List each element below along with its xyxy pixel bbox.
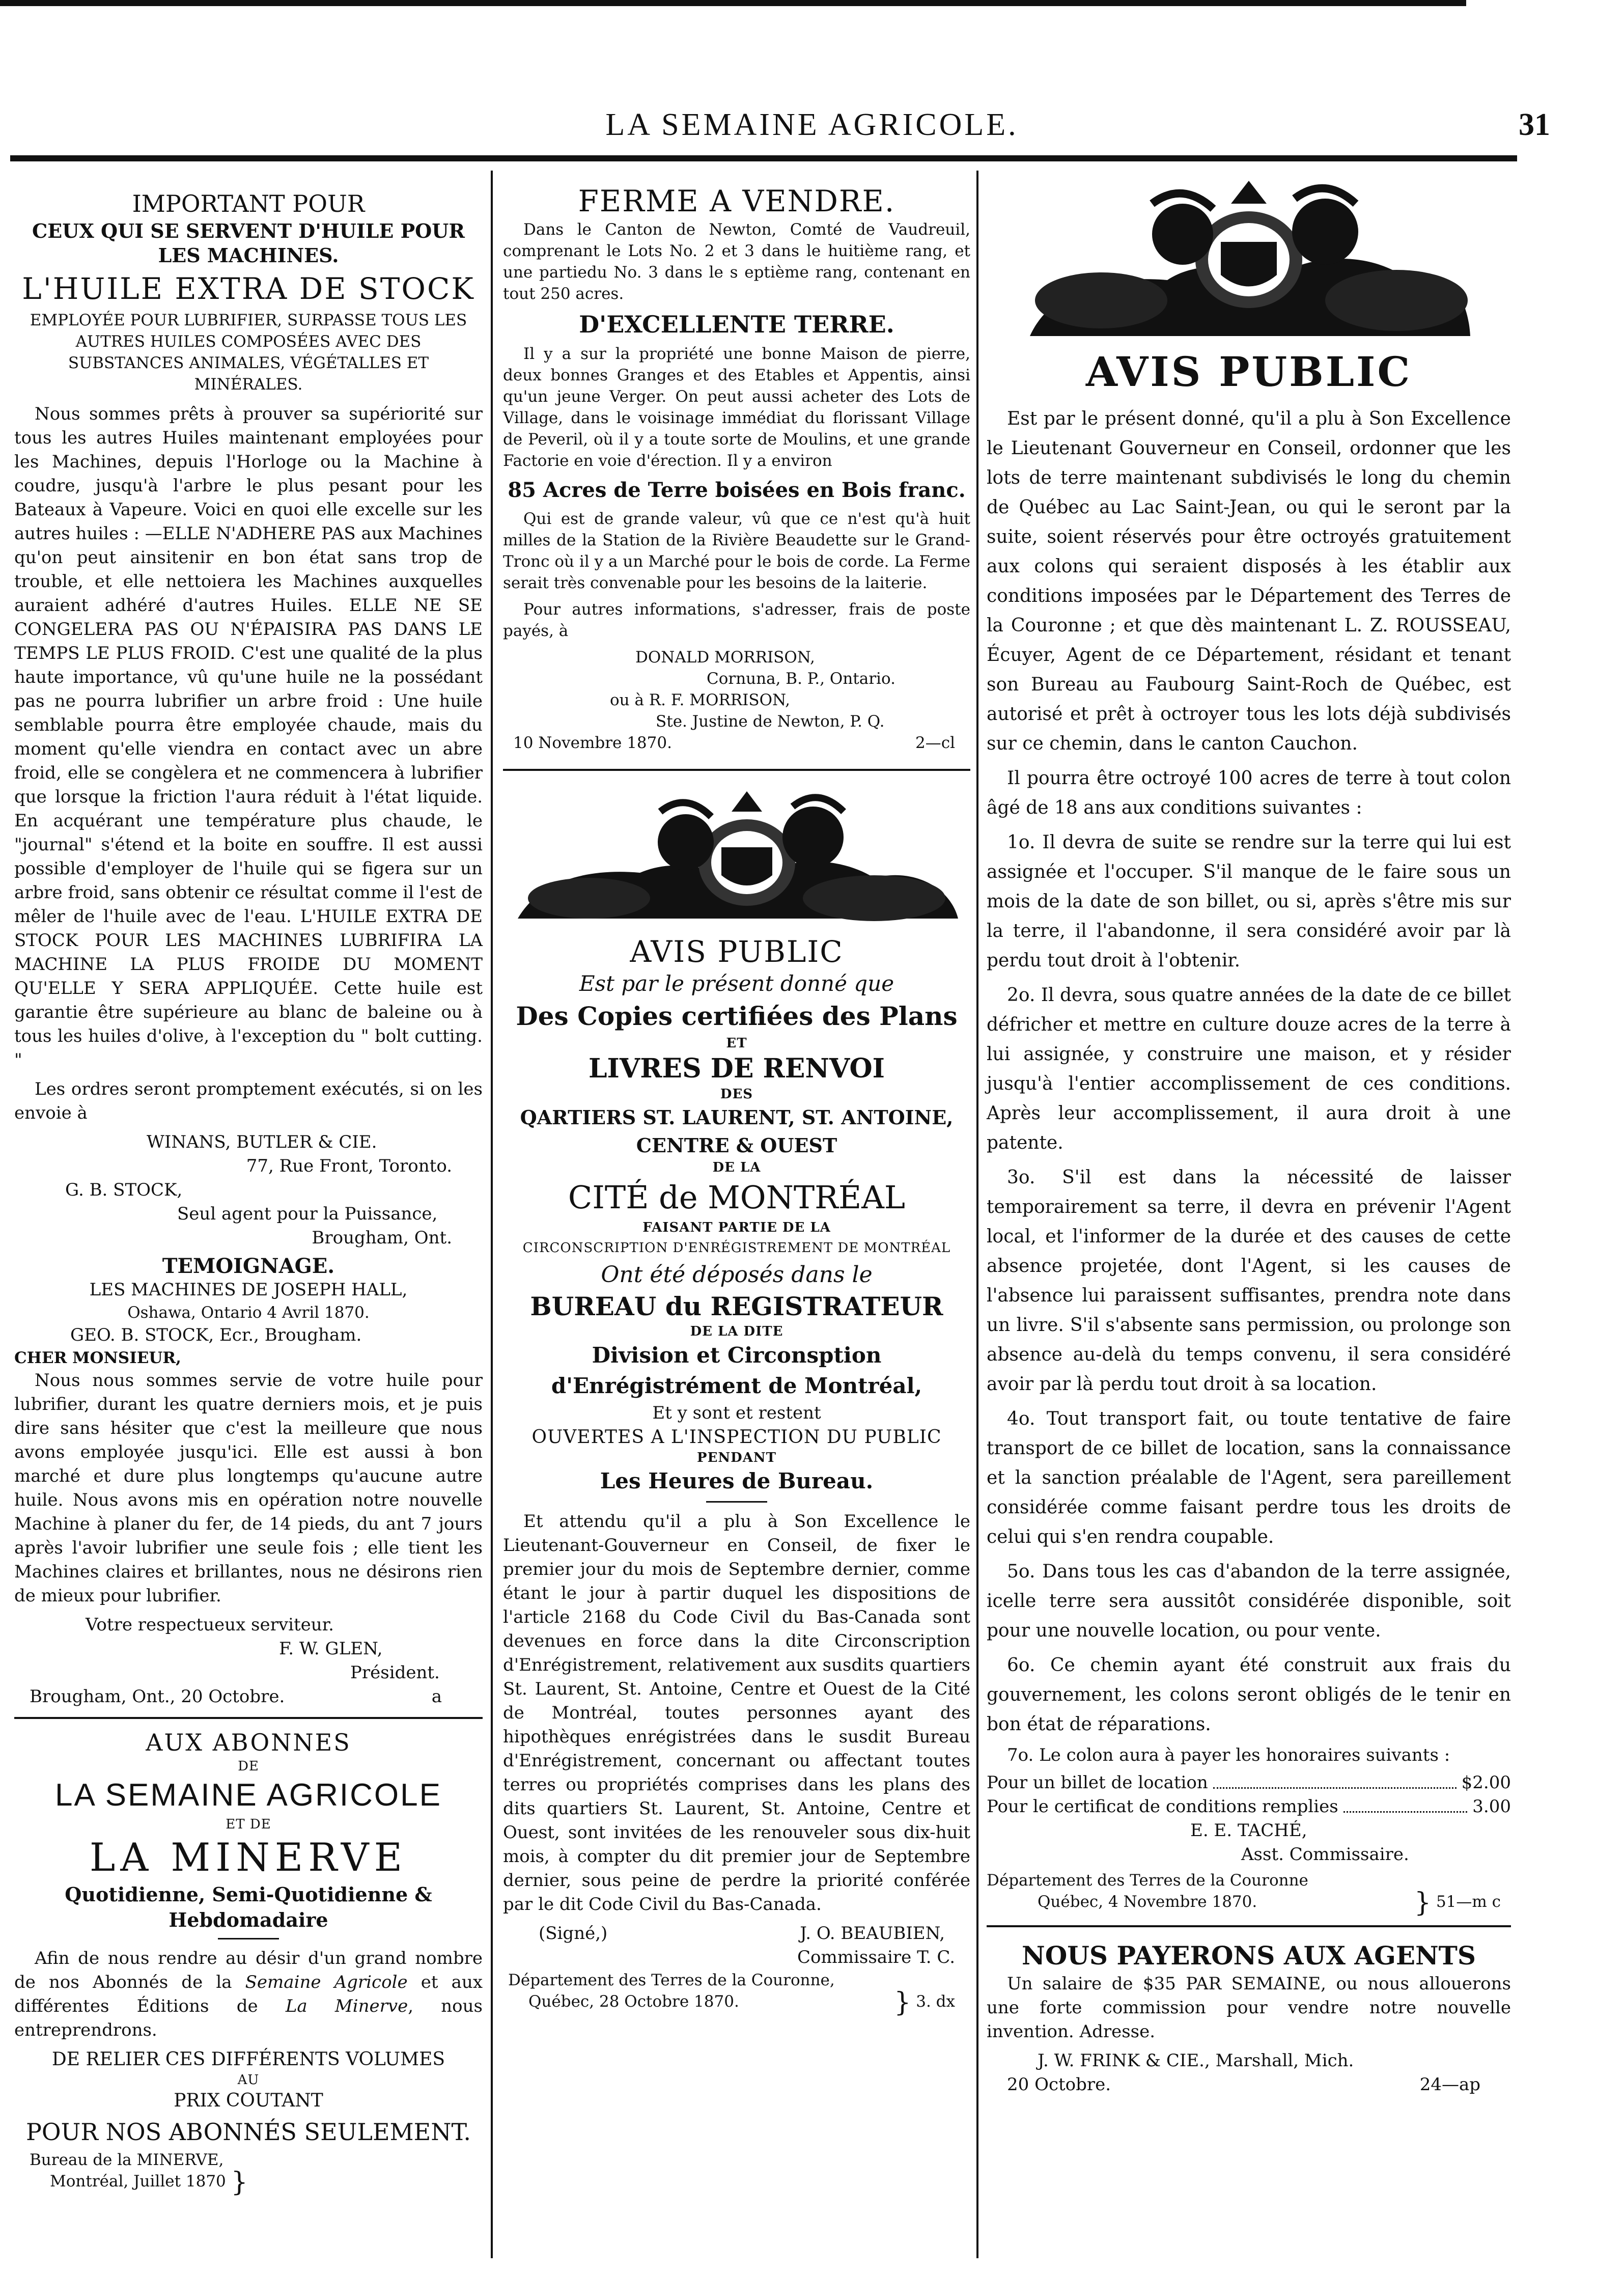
coat-of-arms-engraving [508,781,966,934]
seller-2-address: Ste. Justine de Newton, P. Q. [656,712,885,731]
agents-ad-signer: J. W. FRINK & CIE., Marshall, Mich. [1038,2050,1354,2071]
sender-address: 77, Rue Front, Toronto. [246,1156,452,1176]
notice-body-b: Semaine Agricole [245,1972,408,1992]
section-divider [14,1717,483,1719]
notice-body [14,1947,483,2042]
notice-date-row [987,1887,1511,1918]
testimonial-place-date: Brougham, Ont., 20 Octobre. [30,1686,285,1707]
subscribers-notice [14,1727,483,2198]
notice-de: DE [238,1759,259,1774]
farm-ad-location: Dans le Canton de Newton, Comté de Vaudreuil, comprenant le Lots No. 2 et 3 dans le huitième rang, et une partiedu No. 3 dans le s eptième rang, contenant en tout 250 acres. [503,220,970,303]
page-number: 31 [1519,107,1550,142]
column-rule-1 [491,171,493,2258]
notice-quarters: QARTIERS ST. LAURENT, ST. ANTOINE, [520,1106,954,1129]
notice-body-e: , nous entreprendrons. [14,1996,483,2040]
farm-ad-buildings: Il y a sur la propriété une bonne Maison de pierre, deux bonnes Granges et des Etables et Appentis, ainsi qu'un jeune Verger. On peut aussi acheter des Lots de Village, dans le voisinage immédiat du florissant Village de Peveril, où il y a toute sorte de Moulins, et une grande Factorie en voie d'érection. Il y a environ [503,345,970,470]
newspaper-title: LA SEMAINE AGRICOLE. [605,107,1019,142]
notice-price: PRIX COUTANT [174,2090,323,2111]
notice-centre-ouest: CENTRE & OUEST [636,1134,837,1157]
notice-grant: Il pourra être octroyé 100 acres de terre à tout colon âgé de 18 ans aux conditions suivantes : [987,768,1511,818]
testimonial-recipient: GEO. B. STOCK, Ecr., Brougham. [70,1325,362,1345]
notice-intro: Est par le présent donné, qu'il a plu à Son Excellence le Lieutenant Gouverneur en Conseil, ordonner que les lots de terre maintenant subdivisés le long du chemin de Québec au Lac Saint-Jean, ou qui le seront par la suite, soient réservés pour être octroyés gratuitement aux colons qui seraient disposés à les établir aux conditions imposées par le Département des Terres de la Couronne ; et que dès maintenant L. Z. ROUSSEAU, Écuyer, Agent de ce Département, résidant et tenant son Bureau au Faubourg Saint-Roch de Québec, est autorisé et prêt à octroyer tous les lots déjà subdivisés sur ce chemin, dans le canton Cauchon. [987,408,1511,754]
top-border [0,0,1466,6]
testimonial-salutation: CHER MONSIEUR, [14,1349,181,1367]
notice-signer-title: Commissaire T. C. [797,1947,955,1967]
notice-body-a: Afin de nous rendre au désir d'un grand nombre de nos Abonnés de la [14,1948,483,1992]
agents-ad-date: 20 Octobre. [1007,2074,1111,2095]
farm-ad-footer [503,732,970,754]
ad-body: Nous sommes prêts à prouver sa supériorité sur tous les autres Huiles maintenant employées pour les Machines, depuis l'Horloge ou la Machine à coudre, jusqu'à l'arbre le plus pesant pour les Bateaux à Vapeure. Voici en quoi elle excelle sur les autres huiles : —ELLE N'ADHERE PAS aux Machines qu'on peut ainsitenir en bon état sans trop de trouble, et elle nettoiera les Machines auxquelles auraient adhéré d'autres Huiles. ELLE NE SE CONGELERA PAS OU N'ÉPAISIRA PAS DANS LE TEMPS LE PLUS FROID. C'est une qualité de la plus haute importance, vû qu'une huile ne la possédant pas ne pourra lubrifier un arbre froid : Une huile semblable pourra être employée chaude, mais du moment qu'elle viendra en contact avec un abre froid, elle se congèlera et ne commencera à lubrifier que lorsque la friction l'aura réduit à l'état liquide. En acquérant une température plus chaude, le "journal" s'étend et la boite en souffre. Il est aussi possible d'employer de l'huile qui se figera sur un arbre froid, sans obtenir ce résultat comme il l'est de mêler de l'huile avec de l'eau. L'HUILE EXTRA DE STOCK POUR LES MACHINES LUBRIFIRA LA MACHINE LA PLUS FROIDE DU MOMENT QU'ELLE Y SERA APPLIQUÉE. Cette huile est garantie être supérieure au blanc de baleine ou à tous les huiles d'olive, à l'exception du " bolt cutting. " [14,404,483,1070]
insertion-code: a [431,1686,442,1707]
ad-subheading: CEUX QUI SE SERVENT D'HUILE POUR LES MACHINES. [32,219,465,267]
agents-ad-title: NOUS PAYERONS AUX AGENTS [1022,1940,1476,1971]
seller-1-name: DONALD MORRISON, [635,648,815,667]
notice-bureau-text: Bureau de la MINERVE, [30,2151,224,2169]
testimonial-signer: F. W. GLEN, [279,1639,383,1659]
notice-open: OUVERTES A L'INSPECTION DU PUBLIC [531,1427,942,1448]
notice-footer [14,2149,483,2198]
notice-bureau [30,2149,483,2171]
notice-remain: Et y sont et restent [652,1403,821,1423]
agents-ad-body: Un salaire de $35 PAR SEMAINE, ou nous allouerons une forte commission pour vendre notre nouvelle invention. Adresse. [987,1973,1511,2042]
fee-row-2 [987,1795,1511,1819]
farm-ad-signatures [503,647,970,754]
notice-date-text: Montréal, Juillet 1870 [50,2172,226,2190]
section-divider [987,1925,1511,1927]
condition-1: 1o. Il devra de suite se rendre sur la terre qui lui est assignée et l'occuper. S'il manque de le faire sous un mois de la date de son billet, ou si, après s'être mis sur la terre, il l'abandonne, il sera considéré avoir par là perdu tout droit à l'obtenir. [987,832,1511,971]
notice-bind: DE RELIER CES DIFFÉRENTS VOLUMES [51,2049,445,2070]
fee-2-value: 3.00 [1472,1796,1511,1817]
notice-au: AU [237,2072,260,2088]
condition-6: 6o. Ce chemin ayant été construit aux frais du gouvernement, les colons seront obligés de le tenir en bon état de réparations. [987,1655,1511,1735]
notice-signature [503,1922,970,1946]
section-divider [503,769,970,771]
notice-title: AVIS PUBLIC [630,934,844,969]
condition-7: 7o. Le colon aura à payer les honoraires suivants : [1007,1745,1450,1765]
testimonial-closing: Votre respectueux serviteur. [86,1615,334,1635]
short-rule [706,1501,767,1503]
notice-footer [503,1970,970,2018]
fee-row-1 [987,1771,1511,1795]
farm-ad-land: D'EXCELLENTE TERRE. [579,311,894,338]
seller-2-name: ou à R. F. MORRISON, [610,691,790,709]
notice-body-d: La Minerve [285,1996,408,2016]
header-rule [10,155,1517,161]
notice-dept: Département des Terres de la Couronne, [508,1971,835,1989]
notice-intro: Est par le présent donné que [579,971,894,996]
farm-ad-title: FERME A VENDRE. [578,184,895,218]
sender-name: WINANS, BUTLER & CIE. [147,1132,377,1152]
agent-name: G. B. STOCK, [65,1180,183,1200]
ad-claim: EMPLOYÉE POUR LUBRIFIER, SURPASSE TOUS LES AUTRES HUILES COMPOSÉES AVEC DES SUBSTANCES ANIMALES, VÉGÉTALLES ET MINÉRALES. [30,311,467,394]
condition-2: 2o. Il devra, sous quatre années de la date de ce billet défricher et mettre en culture douze acres de la terre à lui assignée, y construire une maison, et y résider jusqu'à l'entier accomplissement de ces conditions. Après leur accomplissement, il aura droit à une patente. [987,985,1511,1153]
testimonial-signer-title: Président. [350,1662,440,1683]
notice-city: CITÉ de MONTRÉAL [568,1179,906,1216]
notice-et: ET [726,1036,747,1051]
notice-journal-1: LA SEMAINE AGRICOLE [55,1778,442,1813]
condition-5: 5o. Dans tous les cas d'abandon de la terre assignée, icelle terre sera aussitôt considérée disponible, soit pour une nouvelle location, ou pour vente. [987,1561,1511,1641]
seller-1-address: Cornuna, B. P., Ontario. [707,670,895,688]
fee-1-dots [1213,1771,1457,1789]
agent-location: Brougham, Ont. [312,1228,452,1248]
notice-code-wrap [894,1987,955,2018]
notice-body: Et attendu qu'il a plu à Son Excellence le Lieutenant-Gouverneur en Conseil, de fixer le premier jour du mois de Septembre dernier, comme étant le jour à partir duquel les dispositions de l'article 2168 du Code Civil du Bas-Canada sont devenues en force dans la dite Circonscription d'Enrégistrement, relativement aux susdits quartiers St. Laurent, St. Antoine, Centre et Ouest de la Cité de Montréal, toutes personnes ayant des hipothèques enrégistrées dans le susdit Bureau d'Enrégistrement, concernant ou affectant toutes terres ou propriétés comprises dans les plans des dits quartiers St. Laurent, St. Antoine, Centre et Ouest, sont invitées de les renouveler sous dix-huit mois, à compter du dit premier jour de Septembre dernier, sous peine de perdre la priorité conférée par le dit Code Civil du Bas-Canada. [503,1511,970,1915]
notice-signed: (Signé,) [539,1923,608,1944]
notice-books: LIVRES DE RENVOI [588,1053,885,1084]
condition-3: 3o. S'il est dans la nécessité de laisser temporairement sa terre, il devra en prévenir l'Agent local, et l'informer de la durée et des causes de cette absence projetée, dont l'Agent, si les causes de l'absence lui paraissent suffisantes, prendra note dans un livre. S'il s'absente sans permission, ou prolonge son absence au-delà du temps convenu, il sera considéré avoir par là perdu tout droit à sa location. [987,1167,1511,1395]
testimonial-body: Nous nous sommes servie de votre huile pour lubrifier, durant les quatre derniers mois, et je puis dire sans hésiter que c'est la meilleure que nous avons employée jusqu'ici. Elle est aussi à bon marché et dure plus longtemps qu'aucune autre huile. Nous avons mis en opération notre nouvelle Machine à planer du fer, de 14 pieds, du ant 7 jours après l'avoir lubrifier une seule fois ; elle tient les Machines claires et brillantes, nous ne désirons rien de mieux pour lubrifier. [14,1370,483,1606]
notice-date: Québec, 4 Novembre 1870. [1038,1893,1257,1911]
fee-2-label: Pour le certificat de conditions remplies [987,1796,1338,1817]
brace-mark: } [1414,1887,1432,1918]
notice-division: Division et Circonsption d'Enrégistrément de Montréal, [551,1343,922,1398]
column-rule-2 [976,171,978,2258]
ad-heading: IMPORTANT POUR [132,190,365,217]
fee-1-value: $2.00 [1461,1772,1511,1793]
farm-ad-value: Qui est de grande valeur, vû que ce n'est qu'à huit milles de la Station de la Rivière Beaudette sur le Grand-Tronc où il y a un Marché pour le bois de corde. La Ferme serait très convenable pour les besoins de la laiterie. [503,510,970,592]
agents-ad-code: 24—ap [1419,2074,1480,2095]
notice-editions: Quotidienne, Semi-Quotidienne & Hebdomadaire [65,1883,432,1931]
agent-role: Seul agent pour la Puissance, [177,1204,438,1224]
crown-lands-notice [987,173,1511,1918]
testimonial-company: LES MACHINES DE JOSEPH HALL, [89,1280,408,1300]
notice-signer: E. E. TACHÉ, [1190,1820,1307,1841]
column-3 [987,173,1511,2097]
farm-ad-woodland: 85 Acres de Terre boisées en Bois franc. [508,478,966,502]
farm-ad-date: 10 Novembre 1870. [513,734,672,752]
notice-bureau-registrateur: BUREAU du REGISTRATEUR [530,1291,943,1321]
agents-ad [987,1939,1511,2097]
public-notice-plans [503,781,970,2018]
notice-copies: Des Copies certifiées des Plans [516,1001,958,1031]
farm-ad-contact: Pour autres informations, s'adresser, frais de poste payés, à [503,600,970,640]
notice-de-la: DE LA [712,1160,761,1175]
notice-date [30,2167,483,2198]
notice-heading: AUX ABONNES [146,1729,351,1756]
notice-date-row [508,1987,970,2018]
notice-deposited: Ont été déposés dans le [601,1262,873,1288]
ad-product-name: L'HUILE EXTRA DE STOCK [22,271,475,306]
fee-2-dots [1343,1795,1468,1813]
oil-advertisement [14,188,483,1709]
notice-faisant-partie: FAISANT PARTIE DE LA [642,1220,831,1235]
notice-hours: Les Heures de Bureau. [600,1468,874,1493]
brace-mark: } [894,1987,911,2018]
notice-code-wrap [1414,1887,1501,1918]
testimonial-date: Oshawa, Ontario 4 Avril 1870. [127,1304,370,1322]
condition-4: 4o. Tout transport fait, ou toute tentative de faire transport de ce billet de location, sans la connaissance et la sanction préalable de l'Agent, sera pareillement considérée comme faisant perdre tous les droits de celui qui s'en rendra coupable. [987,1408,1511,1547]
notice-signer-title: Asst. Commissaire. [1241,1844,1409,1865]
notice-et-de: ET DE [226,1817,271,1832]
notice-code: 51—m c [1436,1893,1501,1911]
notice-journal-2: LA MINERVE [89,1835,408,1880]
column-1 [14,173,483,2198]
notice-des: DES [720,1087,753,1102]
notice-code: 3. dx [916,1992,955,2011]
agents-ad-footer [987,2073,1511,2097]
fee-1-label: Pour un billet de location [987,1772,1208,1793]
farm-ad-code: 2—cl [915,734,955,752]
notice-text [987,404,1511,1739]
notice-subscribers-only: POUR NOS ABONNÉS SEULEMENT. [25,2118,471,2146]
notice-de-la-dite: DE LA DITE [690,1324,783,1339]
notice-title: AVIS PUBLIC [1085,348,1412,396]
notice-circonscription: CIRCONSCRIPTION D'ENRÉGISTREMENT DE MONTRÉAL [522,1240,951,1256]
short-rule [218,1938,279,1939]
notice-signer: J. O. BEAUBIEN, [800,1923,945,1944]
brace-mark: } [231,2167,248,2198]
royal-arms-engraving [1025,173,1473,346]
notice-pendant: PENDANT [697,1450,776,1465]
notice-body-c: et aux différentes Éditions de [14,1972,483,2016]
testimonial-footer [14,1685,483,1709]
testimonial-heading: TEMOIGNAGE. [162,1254,335,1278]
notice-dept: Département des Terres de la Couronne [987,1871,1308,1890]
notice-footer [987,1870,1511,1918]
notice-date: Québec, 28 Octobre 1870. [528,1992,739,2011]
ad-orders: Les ordres seront promptement exécutés, si on les envoie à [14,1079,483,1123]
farm-sale-ad [503,183,970,754]
column-2 [503,173,970,2018]
